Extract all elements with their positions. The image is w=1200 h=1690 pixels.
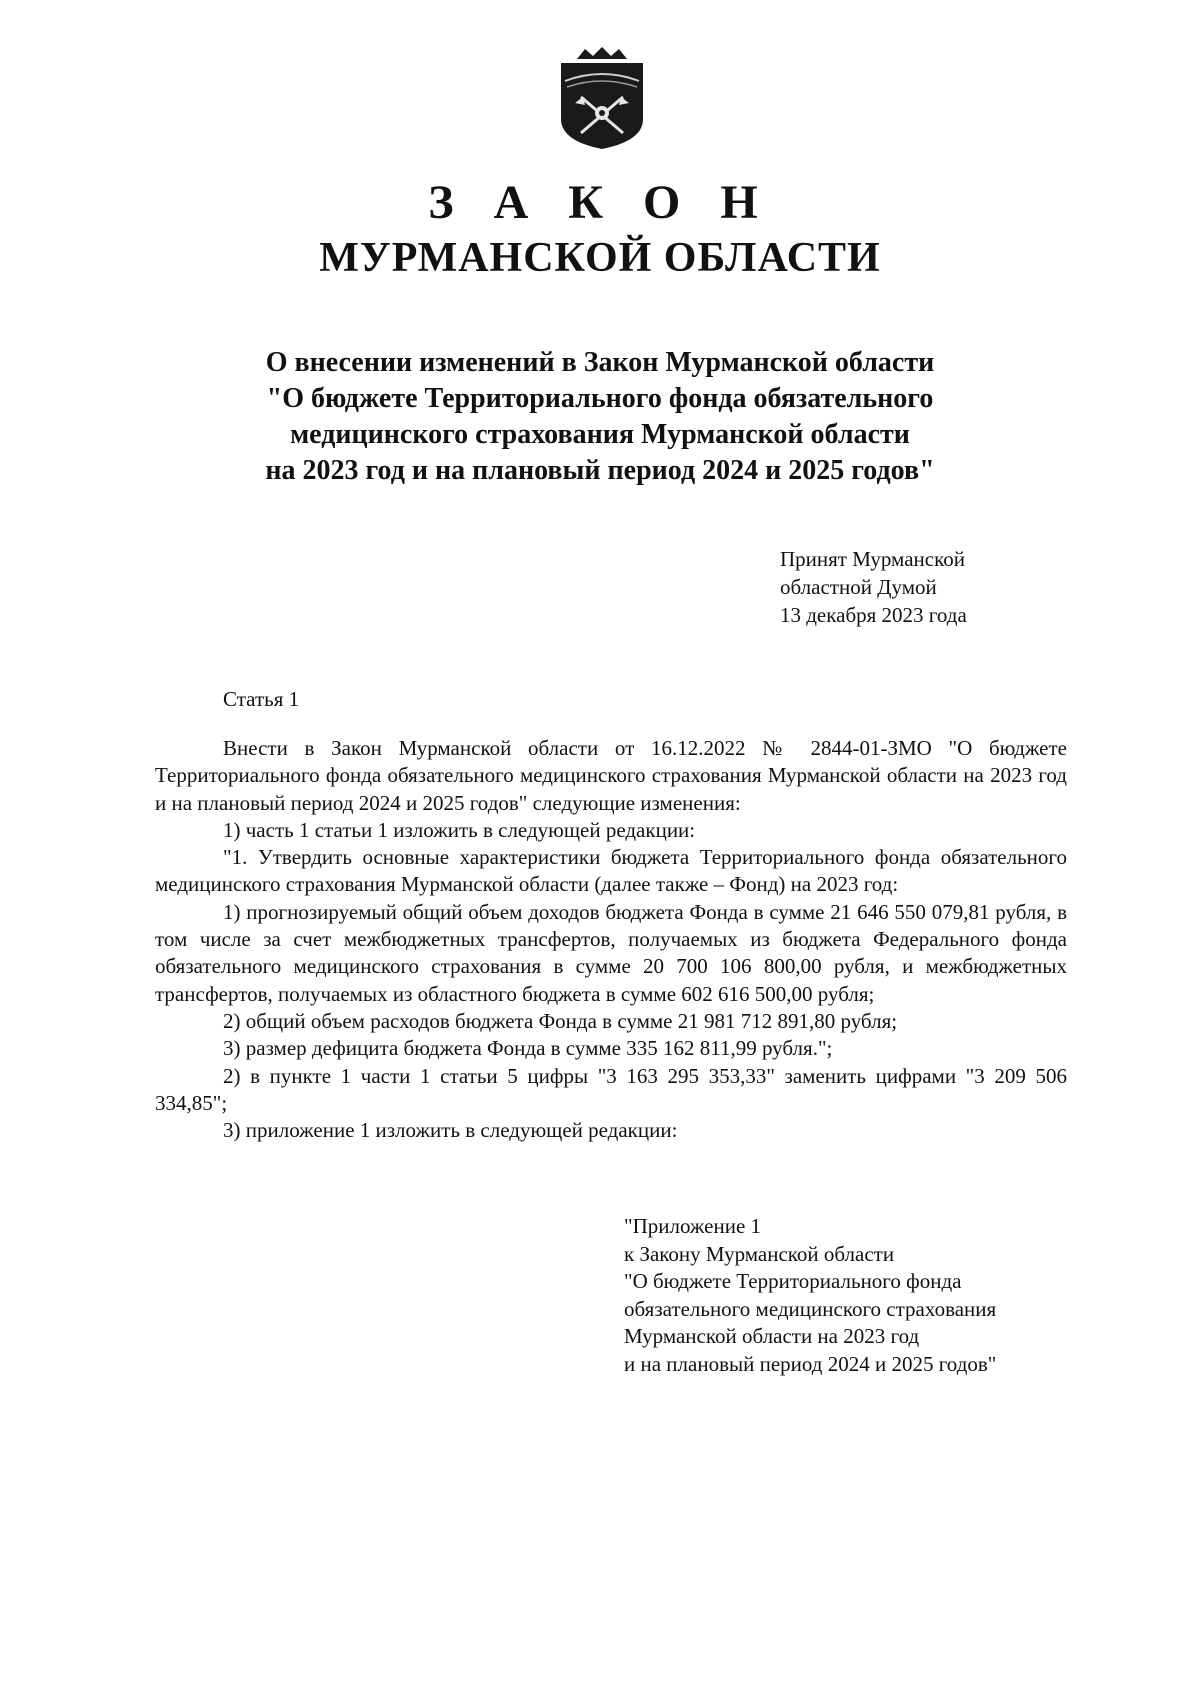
adoption-line: областной Думой <box>780 575 937 599</box>
appendix-line: "О бюджете Территориального фонда <box>624 1269 962 1293</box>
law-subject <box>150 345 1050 489</box>
article-paragraph: "1. Утвердить основные характеристики бюджета Территориального фонда обязательного медицинского страхования Мурманской области (далее также – Фонд) на 2023 год: <box>155 845 1067 897</box>
article-paragraph: 3) приложение 1 изложить в следующей редакции: <box>223 1118 678 1143</box>
article-paragraph: 2) в пункте 1 части 1 статьи 5 цифры "3 163 295 353,33" заменить цифрами "3 209 506 334,85"; <box>155 1063 1067 1115</box>
article-heading: Статья 1 <box>223 687 300 711</box>
article-paragraph: 3) размер дефицита бюджета Фонда в сумме 335 162 811,99 рубля."; <box>223 1036 833 1061</box>
law-region-title: МУРМАНСКОЙ ОБЛАСТИ <box>319 235 881 281</box>
appendix-line: и на плановый период 2024 и 2025 годов" <box>624 1351 997 1376</box>
appendix-line: обязательного медицинского страхования <box>624 1296 997 1321</box>
article-paragraph: 1) прогнозируемый общий объем доходов бюджета Фонда в сумме 21 646 550 079,81 рубля, в том числе за счет межбюджетных трансфертов, получаемых из бюджета Федерального фонда обязательного медицинского страхования в сумме 20 700 106 800,00 рубля, и межбюджетных трансфертов, получаемых из областного бюджета в сумме 602 616 500,00 рубля; <box>155 899 1067 1006</box>
appendix-heading <box>624 1213 996 1378</box>
subject-line: О внесении изменений в Закон Мурманской области <box>265 347 935 378</box>
subject-line: медицинского страхования Мурманской области <box>290 419 910 450</box>
article-paragraph: 2) общий объем расходов бюджета Фонда в сумме 21 981 712 891,80 рубля; <box>223 1008 898 1033</box>
adoption-note <box>780 545 967 629</box>
subject-line: на 2023 год и на плановый период 2024 и 2025 годов" <box>265 455 935 486</box>
adoption-line: Принят Мурманской <box>780 547 965 571</box>
article-paragraph: 1) часть 1 статьи 1 изложить в следующей редакции: <box>223 817 696 842</box>
coat-of-arms-icon <box>555 45 649 151</box>
appendix-line: к Закону Мурманской области <box>624 1241 895 1266</box>
subject-line: "О бюджете Территориального фонда обязательного <box>266 383 934 414</box>
article-paragraph: Внести в Закон Мурманской области от 16.12.2022 № 2844-01-ЗМО "О бюджете Территориального фонда обязательного медицинского страхования Мурманской области на 2023 год и на плановый период 2024 и 2025 годов" следующие изменения: <box>155 736 1067 815</box>
article-body <box>155 735 1067 1144</box>
law-title: З А К О Н <box>428 176 772 229</box>
adoption-date: 13 декабря 2023 года <box>780 603 967 627</box>
appendix-line: "Приложение 1 <box>624 1214 762 1238</box>
appendix-line: Мурманской области на 2023 год <box>624 1324 920 1348</box>
